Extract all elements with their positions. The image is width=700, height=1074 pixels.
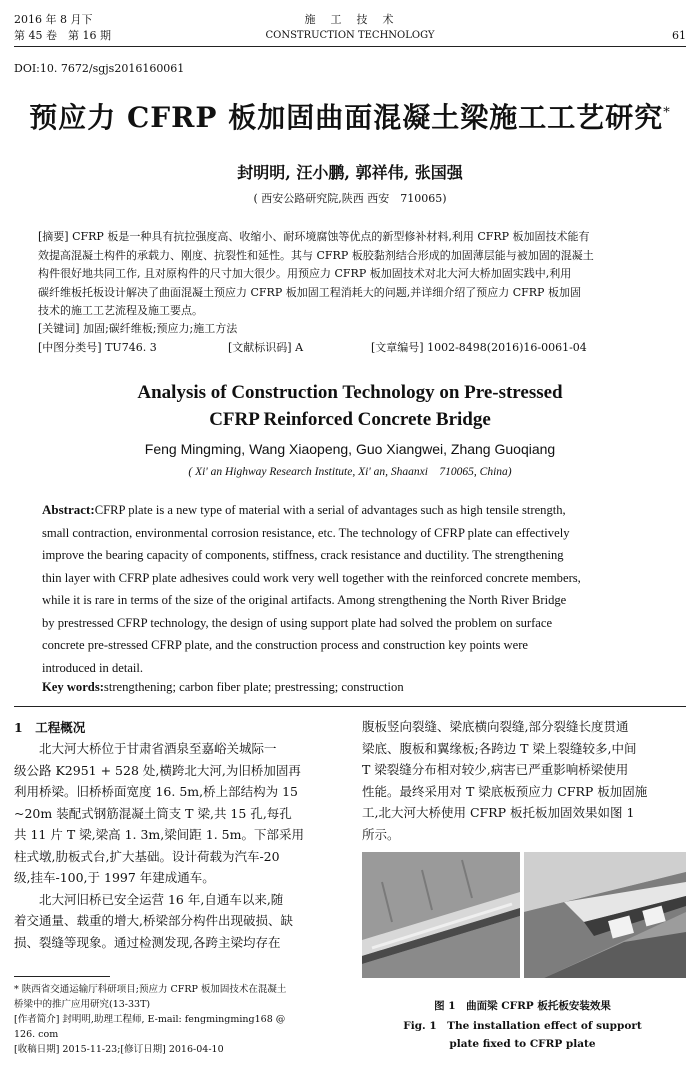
article-number: [文章编号] 1002-8498(2016)16-0061-04 — [371, 341, 587, 354]
authors-en: Feng Mingming, Wang Xiaopeng, Guo Xiangwei, Zhang Guoqiang — [144, 441, 556, 457]
figure-1-photo-right — [524, 852, 686, 978]
keywords-text: 加固;碳纤维板;预应力;施工方法 — [83, 322, 238, 335]
abstract-en-line: thin layer with CFRP plate adhesives could work very well together with the reinforced concrete members, — [42, 570, 581, 585]
authors-cn: 封明明, 汪小鹏, 郭祥伟, 张国强 — [237, 163, 463, 182]
header-rule — [14, 46, 686, 47]
footnote-rule — [14, 976, 110, 977]
header-date: 2016 年 8 月下 — [14, 13, 93, 26]
body-line: T 梁裂缝分布相对较少,病害已严重影响桥梁使用 — [362, 762, 629, 777]
keywords-en-text: strengthening; carbon fiber plate; prestressing; construction — [103, 680, 404, 694]
body-right-column — [362, 716, 686, 845]
footnote-line: 桥梁中的推广应用研究(13-33T) — [14, 999, 151, 1010]
abstract-en-line: by prestressed CFRP technology, the design of using support plate had solved the problem on surface — [42, 615, 553, 630]
body-line: ~20m 装配式钢筋混凝土筒支 T 梁,共 15 孔,每孔 — [14, 805, 292, 821]
abstract-line: 效提高混凝土构件的承载力、刚度、抗裂性和延性。其与 CFRP 板胶黏剂结合形成的加固薄层能与被加固的混凝土 — [38, 248, 594, 262]
abstract-en-line: while it is rare in terms of the size of the original artifacts. Among strengthening the North River Bridge — [42, 593, 567, 607]
title-footnote-mark: * — [663, 105, 671, 121]
body-line: 性能。最终采用对 T 梁底板预应力 CFRP 板加固施 — [362, 783, 648, 799]
journal-name-en: CONSTRUCTION TECHNOLOGY — [265, 30, 435, 41]
abstract-en-line: small contraction, environmental corrosion resistance, etc. The technology of CFRP plate can effectively — [42, 525, 570, 540]
doi: DOI:10. 7672/sgjs2016160061 — [14, 62, 185, 75]
keywords-en — [42, 680, 658, 695]
body-line: 柱式墩,肋板式台,扩大基础。设计荷载为汽车-20 — [14, 848, 280, 864]
paper-title-en-line1: Analysis of Construction Technology on Pre-stressed — [137, 382, 563, 403]
abstract-cn — [38, 228, 662, 321]
abstract-rule — [14, 706, 686, 707]
footnote-line: 126. com — [14, 1029, 59, 1040]
body-line: 着交通量、载重的增大,桥梁部分构件出现破损、缺 — [14, 913, 293, 928]
footnote-line: [收稿日期] 2015-11-23;[修订日期] 2016-04-10 — [14, 1044, 224, 1055]
body-line: 北大河大桥位于甘肃省酒泉至嘉峪关城际一 — [14, 741, 277, 756]
body-line: 利用桥梁。旧桥桥面宽度 16. 5m,桥上部结构为 15 — [14, 784, 298, 799]
section-1-heading: 1 工程概况 — [14, 720, 86, 735]
abstract-en-line: concrete pre-stressed CFRP plate, and the construction process and construction key points were — [42, 638, 529, 652]
clc-number: [中图分类号] TU746. 3 — [38, 341, 157, 354]
body-line: 腹板竖向裂缝、梁底横向裂缝,部分裂缝长度贯通 — [362, 719, 629, 734]
body-line: 北大河旧桥已安全运营 16 年,自通车以来,随 — [14, 891, 284, 907]
body-line: 梁底、腹板和翼缘板;各跨边 T 梁上裂缝较多,中间 — [362, 740, 637, 756]
body-line: 共 11 片 T 梁,梁高 1. 3m,梁间距 1. 5m。下部采用 — [14, 827, 304, 842]
paper-title-en-line2: CFRP Reinforced Concrete Bridge — [209, 409, 491, 430]
journal-name-cn: 施 工 技 术 — [304, 13, 396, 26]
footnote-line: [作者简介] 封明明,助理工程师, E-mail: fengmingming168 @ — [14, 1014, 286, 1025]
abstract-en-line: Abstract:CFRP plate is a new type of material with a serial of advantages such as high tensile strength, — [42, 502, 566, 517]
body-line: 工,北大河大桥使用 CFRP 板托板加固效果如图 1 — [362, 805, 635, 820]
figure-1-caption-en-line2: plate fixed to CFRP plate — [449, 1038, 596, 1050]
body-line: 损、裂缝等现象。通过检测发现,各跨主梁均存在 — [14, 934, 281, 950]
abstract-line: 构件很好地共同工作, 且对原构件的尺寸加大很少。用预应力 CFRP 板加固技术对北大河大桥加固实践中,利用 — [38, 267, 572, 280]
body-line: 级公路 K2951 + 528 处,横跨北大河,为旧桥加固再 — [14, 762, 301, 778]
figure-1-photo-left — [362, 852, 520, 978]
figure-1-caption-en-line1: Fig. 1 The installation effect of support — [403, 1020, 642, 1032]
abstract-line: 技术的施工工艺流程及施工要点。 — [38, 304, 203, 317]
keywords-en-label: Key words: — [42, 680, 104, 694]
abstract-en-line: introduced in detail. — [42, 660, 144, 675]
abstract-line: 碳纤维板托板设计解决了曲面混凝土预应力 CFRP 板加固工程消耗大的问题,并详细介绍了预应力 CFRP 板加固 — [38, 285, 581, 299]
document-code: [文献标识码] A — [228, 341, 304, 354]
paper-title-text: 预应力 CFRP 板加固曲面混凝土梁施工工艺研究 — [29, 101, 664, 134]
abstract-en-line: improve the bearing capacity of components, stiffness, crack resistance and ductility. The strengthening — [42, 548, 564, 562]
body-left-column — [14, 738, 339, 953]
body-line: 级,挂车-100,于 1997 年建成通车。 — [14, 870, 215, 885]
body-line: 所示。 — [362, 826, 400, 842]
paper-title-cn — [0, 96, 700, 136]
affiliation-en: ( Xi' an Highway Research Institute, Xi' an, Shaanxi 710065, China) — [188, 466, 512, 478]
keywords-cn — [38, 320, 237, 338]
figure-1-caption-cn: 图 1 曲面梁 CFRP 板托板安装效果 — [434, 1000, 611, 1012]
keywords-label: [关键词] — [38, 322, 80, 335]
abstract-en — [42, 499, 658, 679]
abstract-line: [摘要] CFRP 板是一种具有抗拉强度高、收缩小、耐环境腐蚀等优点的新型修补材料,利用 CFRP 板加固技术能有 — [38, 230, 590, 243]
footnote — [14, 982, 339, 1057]
header-volume: 第 45 卷 第 16 期 — [14, 29, 111, 42]
affiliation-cn: ( 西安公路研究院,陕西 西安 710065) — [253, 192, 447, 205]
abstract-label: [摘要] — [38, 230, 69, 243]
page-number: 61 — [672, 29, 686, 42]
abstract-en-label: Abstract: — [42, 502, 95, 517]
footnote-line: * 陕西省交通运输厅科研项目;预应力 CFRP 板加固技术在混凝土 — [14, 984, 287, 995]
